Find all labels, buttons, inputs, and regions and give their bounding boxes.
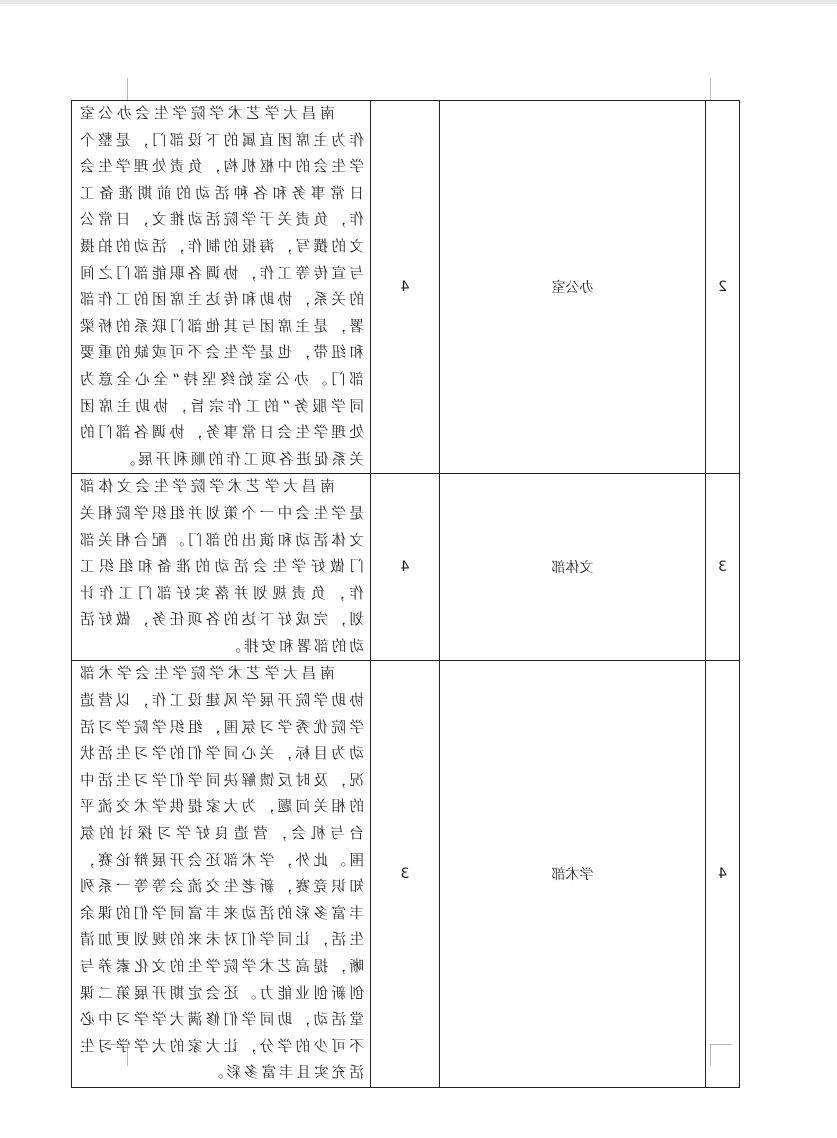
department-description: 南昌大学艺术学院学生会学术部协助学院开展学风建设工作，以营造学院优秀学习氛围，组织学院学习活动为目标，关心同学们的学习生活状况，及时反馈解决同学们学习生活中的相关问题，为大家提供学术交流平台与机会，营造良好学习探讨的氛围。此外，学术部还会开展辩论赛，知识竞赛，新老生交流会等等一系列丰富多彩的活动来丰富同学们的课余生活，让同学们对未来的规划更加清晰，提高艺术学院学生的文化素养与创新创业能力。还会定期开展第二课堂活动，助同学们修满大学学习中必不可少的学分，让大家的大学学习生活充实且丰富多彩。 <box>77 665 364 1082</box>
member-count-cell: 3 <box>371 661 440 1088</box>
table-row <box>72 101 740 474</box>
department-name-cell: 办公室 <box>440 101 706 474</box>
department-description-cell <box>72 661 371 1088</box>
row-index-cell: 4 <box>706 661 740 1088</box>
member-count-cell: 4 <box>371 101 440 474</box>
department-name-cell: 文体部 <box>440 474 706 661</box>
table-row <box>72 474 740 661</box>
department-name-cell: 学术部 <box>440 661 706 1088</box>
row-index-cell: 2 <box>706 101 740 474</box>
department-description: 南昌大学艺术学院学生会文体部是学生会中一个策划并组织学院相关文体活动和演出的部门。配合相关部门做好学生会活动的准备和组织工作，负责规划并落实好部门工作计划，完成好下达的各项任务，做好活动的部署和安排。 <box>77 478 364 655</box>
department-description: 南昌大学艺术学院学生会办公室作为主席团直属的下设部门，是整个学生会的中枢机构，负责处理学生会日常事务和各种活动的前期准备工作，负责关于学院活动推文，日常公文的撰写，海报的制作，活动的拍摄与宣传等工作，协调各职能部门之间的关系，协助和传达主席团的工作部署，是主席团与其他部门联系的桥梁和纽带，也是学生会不可或缺的重要部门。办公室始终坚持“全心全意为同学服务”的工作宗旨，协助主席团处理学生会日常事务，协调各部门的关系促进各项工作的顺利开展。 <box>77 105 364 468</box>
department-description-cell <box>72 101 371 474</box>
table-row <box>72 661 740 1088</box>
department-description-cell <box>72 474 371 661</box>
department-table <box>71 100 740 1088</box>
member-count-cell: 4 <box>371 474 440 661</box>
row-index-cell: 3 <box>706 474 740 661</box>
